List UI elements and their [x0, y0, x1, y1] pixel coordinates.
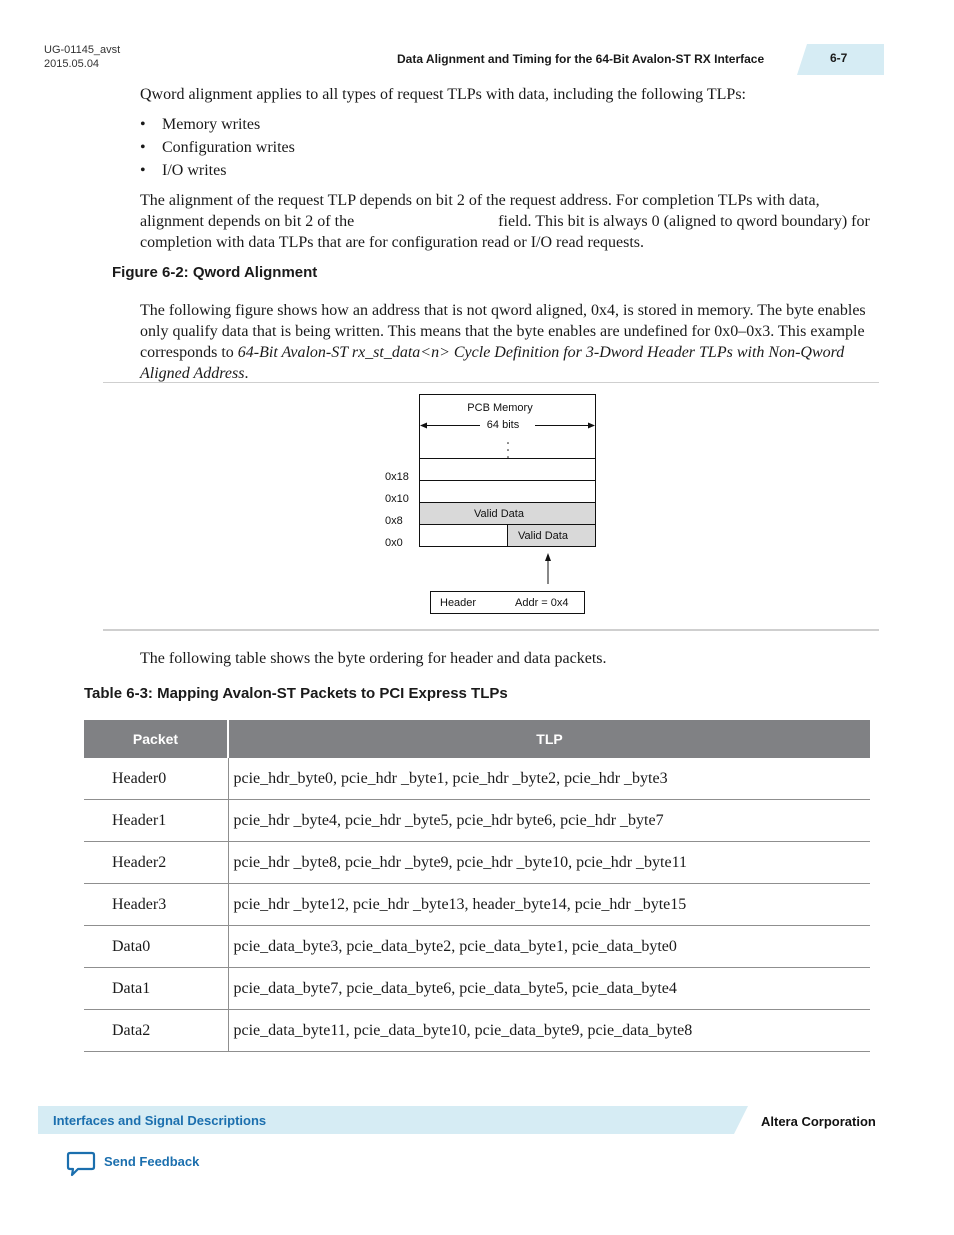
footer-section-link[interactable]: Interfaces and Signal Descriptions: [53, 1113, 267, 1128]
tlp-cell: pcie_hdr _byte12, pcie_hdr _byte13, header_byte14, pcie_hdr _byte15: [228, 884, 870, 926]
intro-paragraph: Qword alignment applies to all types of request TLPs with data, including the following TLPs:: [140, 86, 746, 103]
qword-alignment-diagram: [380, 390, 620, 620]
packet-cell: Header1: [84, 800, 228, 842]
table-header-row: [84, 720, 870, 758]
figure-caption: Figure 6-2: Qword Alignment: [112, 264, 318, 281]
column-header-tlp: TLP: [228, 720, 870, 758]
figure-top-rule: [103, 382, 879, 383]
document-id: [44, 43, 120, 71]
figure-reference-link[interactable]: 64-Bit Avalon-ST rx_st_data<n> Cycle Definition for 3-Dword Header TLPs with Non-Qword Aligned Address: [140, 344, 845, 382]
up-arrow: [545, 553, 551, 584]
tlp-type-list: [140, 114, 295, 183]
packet-cell: Header2: [84, 842, 228, 884]
table-row: [84, 800, 870, 842]
alignment-paragraph: The alignment of the request TLP depends on bit 2 of the request address. For completion TLPs with data, alignment depends on bit 2 of the field. This bit is always 0 (aligned to qword boundary) for completion with data TLPs that are for configuration read or I/O read requests.: [140, 192, 874, 251]
doc-number: UG-01145_avst: [44, 44, 121, 56]
tlp-cell: pcie_data_byte7, pcie_data_byte6, pcie_data_byte5, pcie_data_byte4: [228, 968, 870, 1010]
packet-cell: Data2: [84, 1010, 228, 1052]
footer-company: Altera Corporation: [761, 1114, 876, 1129]
feedback-icon[interactable]: [66, 1150, 96, 1178]
packet-cell: Header0: [84, 758, 228, 800]
tlp-cell: pcie_hdr _byte8, pcie_hdr _byte9, pcie_hdr _byte10, pcie_hdr _byte11: [228, 842, 870, 884]
valid-data-label: Valid Data: [518, 530, 568, 542]
figure-text: The following figure shows how an address that is not qword aligned, 0x4, is stored in memory. The byte enables only qualify data that is being written. This means that the byte enables are undefined for 0x0–0x3. This example corresponds to: [140, 302, 866, 361]
header-label: Header: [440, 597, 477, 609]
address-label: 0x18: [385, 471, 409, 483]
table-row: [84, 842, 870, 884]
addr-label: Addr = 0x4: [515, 597, 569, 609]
column-header-packet: Packet: [84, 720, 228, 758]
list-item: • Configuration writes: [140, 137, 295, 160]
memory-label: PCB Memory: [467, 402, 533, 414]
tlp-cell: pcie_hdr _byte4, pcie_hdr _byte5, pcie_hdr byte6, pcie_hdr _byte7: [228, 800, 870, 842]
table-caption: Table 6-3: Mapping Avalon-ST Packets to PCI Express TLPs: [84, 685, 508, 702]
figure-description: [140, 300, 880, 384]
running-title: Data Alignment and Timing for the 64-Bit Avalon-ST RX Interface: [397, 52, 765, 66]
memory-block: [420, 395, 596, 547]
doc-date: 2015.05.04: [44, 58, 100, 70]
packet-mapping-table: [84, 720, 870, 1052]
table-row: [84, 926, 870, 968]
width-label: 64 bits: [486, 419, 520, 431]
list-item: • Memory writes: [140, 114, 295, 137]
table-row: [84, 1010, 870, 1052]
packet-cell: Header3: [84, 884, 228, 926]
packet-cell: Data0: [84, 926, 228, 968]
valid-data-label: Valid Data: [474, 508, 524, 520]
send-feedback-link[interactable]: Send Feedback: [104, 1154, 200, 1169]
table-row: [84, 758, 870, 800]
page-number: 6-7: [830, 51, 848, 65]
table-lead-paragraph: The following table shows the byte ordering for header and data packets.: [140, 650, 607, 667]
table-row: [84, 968, 870, 1010]
figure-text-end: .: [244, 365, 249, 382]
list-item: • I/O writes: [140, 160, 295, 183]
tlp-cell: pcie_hdr_byte0, pcie_hdr _byte1, pcie_hdr _byte2, pcie_hdr _byte3: [228, 758, 870, 800]
table-row: [84, 884, 870, 926]
figure-bottom-rule: [103, 629, 879, 631]
address-label: 0x8: [385, 515, 403, 527]
tlp-cell: pcie_data_byte11, pcie_data_byte10, pcie_data_byte9, pcie_data_byte8: [228, 1010, 870, 1052]
tlp-cell: pcie_data_byte3, pcie_data_byte2, pcie_data_byte1, pcie_data_byte0: [228, 926, 870, 968]
address-label: 0x0: [385, 537, 403, 549]
packet-cell: Data1: [84, 968, 228, 1010]
address-label: 0x10: [385, 493, 409, 505]
